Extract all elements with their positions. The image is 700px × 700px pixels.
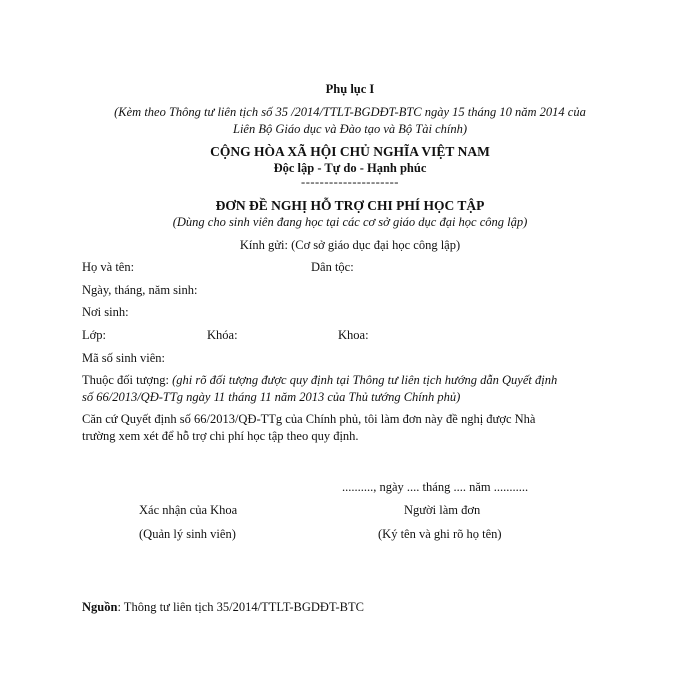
faculty-confirmation-label: Xác nhận của Khoa xyxy=(139,503,238,517)
student-id-field: Mã số sinh viên: xyxy=(82,351,165,365)
appendix-label: Phụ lục I xyxy=(325,82,375,96)
applicant-label: Người làm đơn xyxy=(404,503,481,517)
attached-note-line2: Liên Bộ Giáo dục và Đào tạo và Bộ Tài chính) xyxy=(233,122,467,136)
ethnicity-field: Dân tộc: xyxy=(311,260,354,274)
course-field: Khóa: xyxy=(207,328,238,342)
request-paragraph xyxy=(82,411,622,445)
form-subtitle: (Dùng cho sinh viên đang học tại các cơ sở giáo dục đại học công lập) xyxy=(172,215,528,229)
dob-field: Ngày, tháng, năm sinh: xyxy=(82,283,198,297)
header-divider: --------------------- xyxy=(301,175,399,189)
eligibility-label: Thuộc đối tượng: xyxy=(82,373,173,387)
attached-note-line1: (Kèm theo Thông tư liên tịch số 35 /2014/TTLT-BGDĐT-BTC ngày 15 tháng 10 năm 2014 của xyxy=(114,105,586,119)
source-label: Nguồn xyxy=(82,600,118,614)
source-text: : Thông tư liên tịch 35/2014/TTLT-BGDĐT-BTC xyxy=(117,600,364,614)
eligibility-paragraph xyxy=(82,372,622,406)
request-line2: trường xem xét để hỗ trợ chi phí học tập theo quy định. xyxy=(82,428,359,443)
full-name-field: Họ và tên: xyxy=(82,260,135,274)
applicant-signature-note: (Ký tên và ghi rõ họ tên) xyxy=(378,527,502,541)
eligibility-detail-line1: (ghi rõ đối tượng được quy định tại Thông tư liên tịch hướng dẫn Quyết định xyxy=(172,373,558,387)
date-line: .........., ngày .... tháng .... năm ........... xyxy=(342,480,529,494)
request-line1: Căn cứ Quyết định số 66/2013/QĐ-TTg của Chính phủ, tôi làm đơn này đề nghị được Nhà xyxy=(82,412,536,426)
national-motto: Độc lập - Tự do - Hạnh phúc xyxy=(273,161,427,175)
class-field: Lớp: xyxy=(82,328,106,342)
eligibility-detail-line2: số 66/2013/QĐ-TTg ngày 11 tháng 11 năm 2013 của Thủ tướng Chính phủ) xyxy=(82,389,461,404)
birthplace-field: Nơi sinh: xyxy=(82,305,129,319)
faculty-field: Khoa: xyxy=(338,328,369,342)
form-title: ĐƠN ĐỀ NGHỊ HỖ TRỢ CHI PHÍ HỌC TẬP xyxy=(215,198,485,213)
source-line xyxy=(82,599,364,616)
faculty-role-note: (Quản lý sinh viên) xyxy=(139,527,236,541)
recipient-line: Kính gửi: (Cơ sở giáo dục đại học công lập) xyxy=(239,238,461,252)
country-name: CỘNG HÒA XÃ HỘI CHỦ NGHĨA VIỆT NAM xyxy=(210,144,490,159)
